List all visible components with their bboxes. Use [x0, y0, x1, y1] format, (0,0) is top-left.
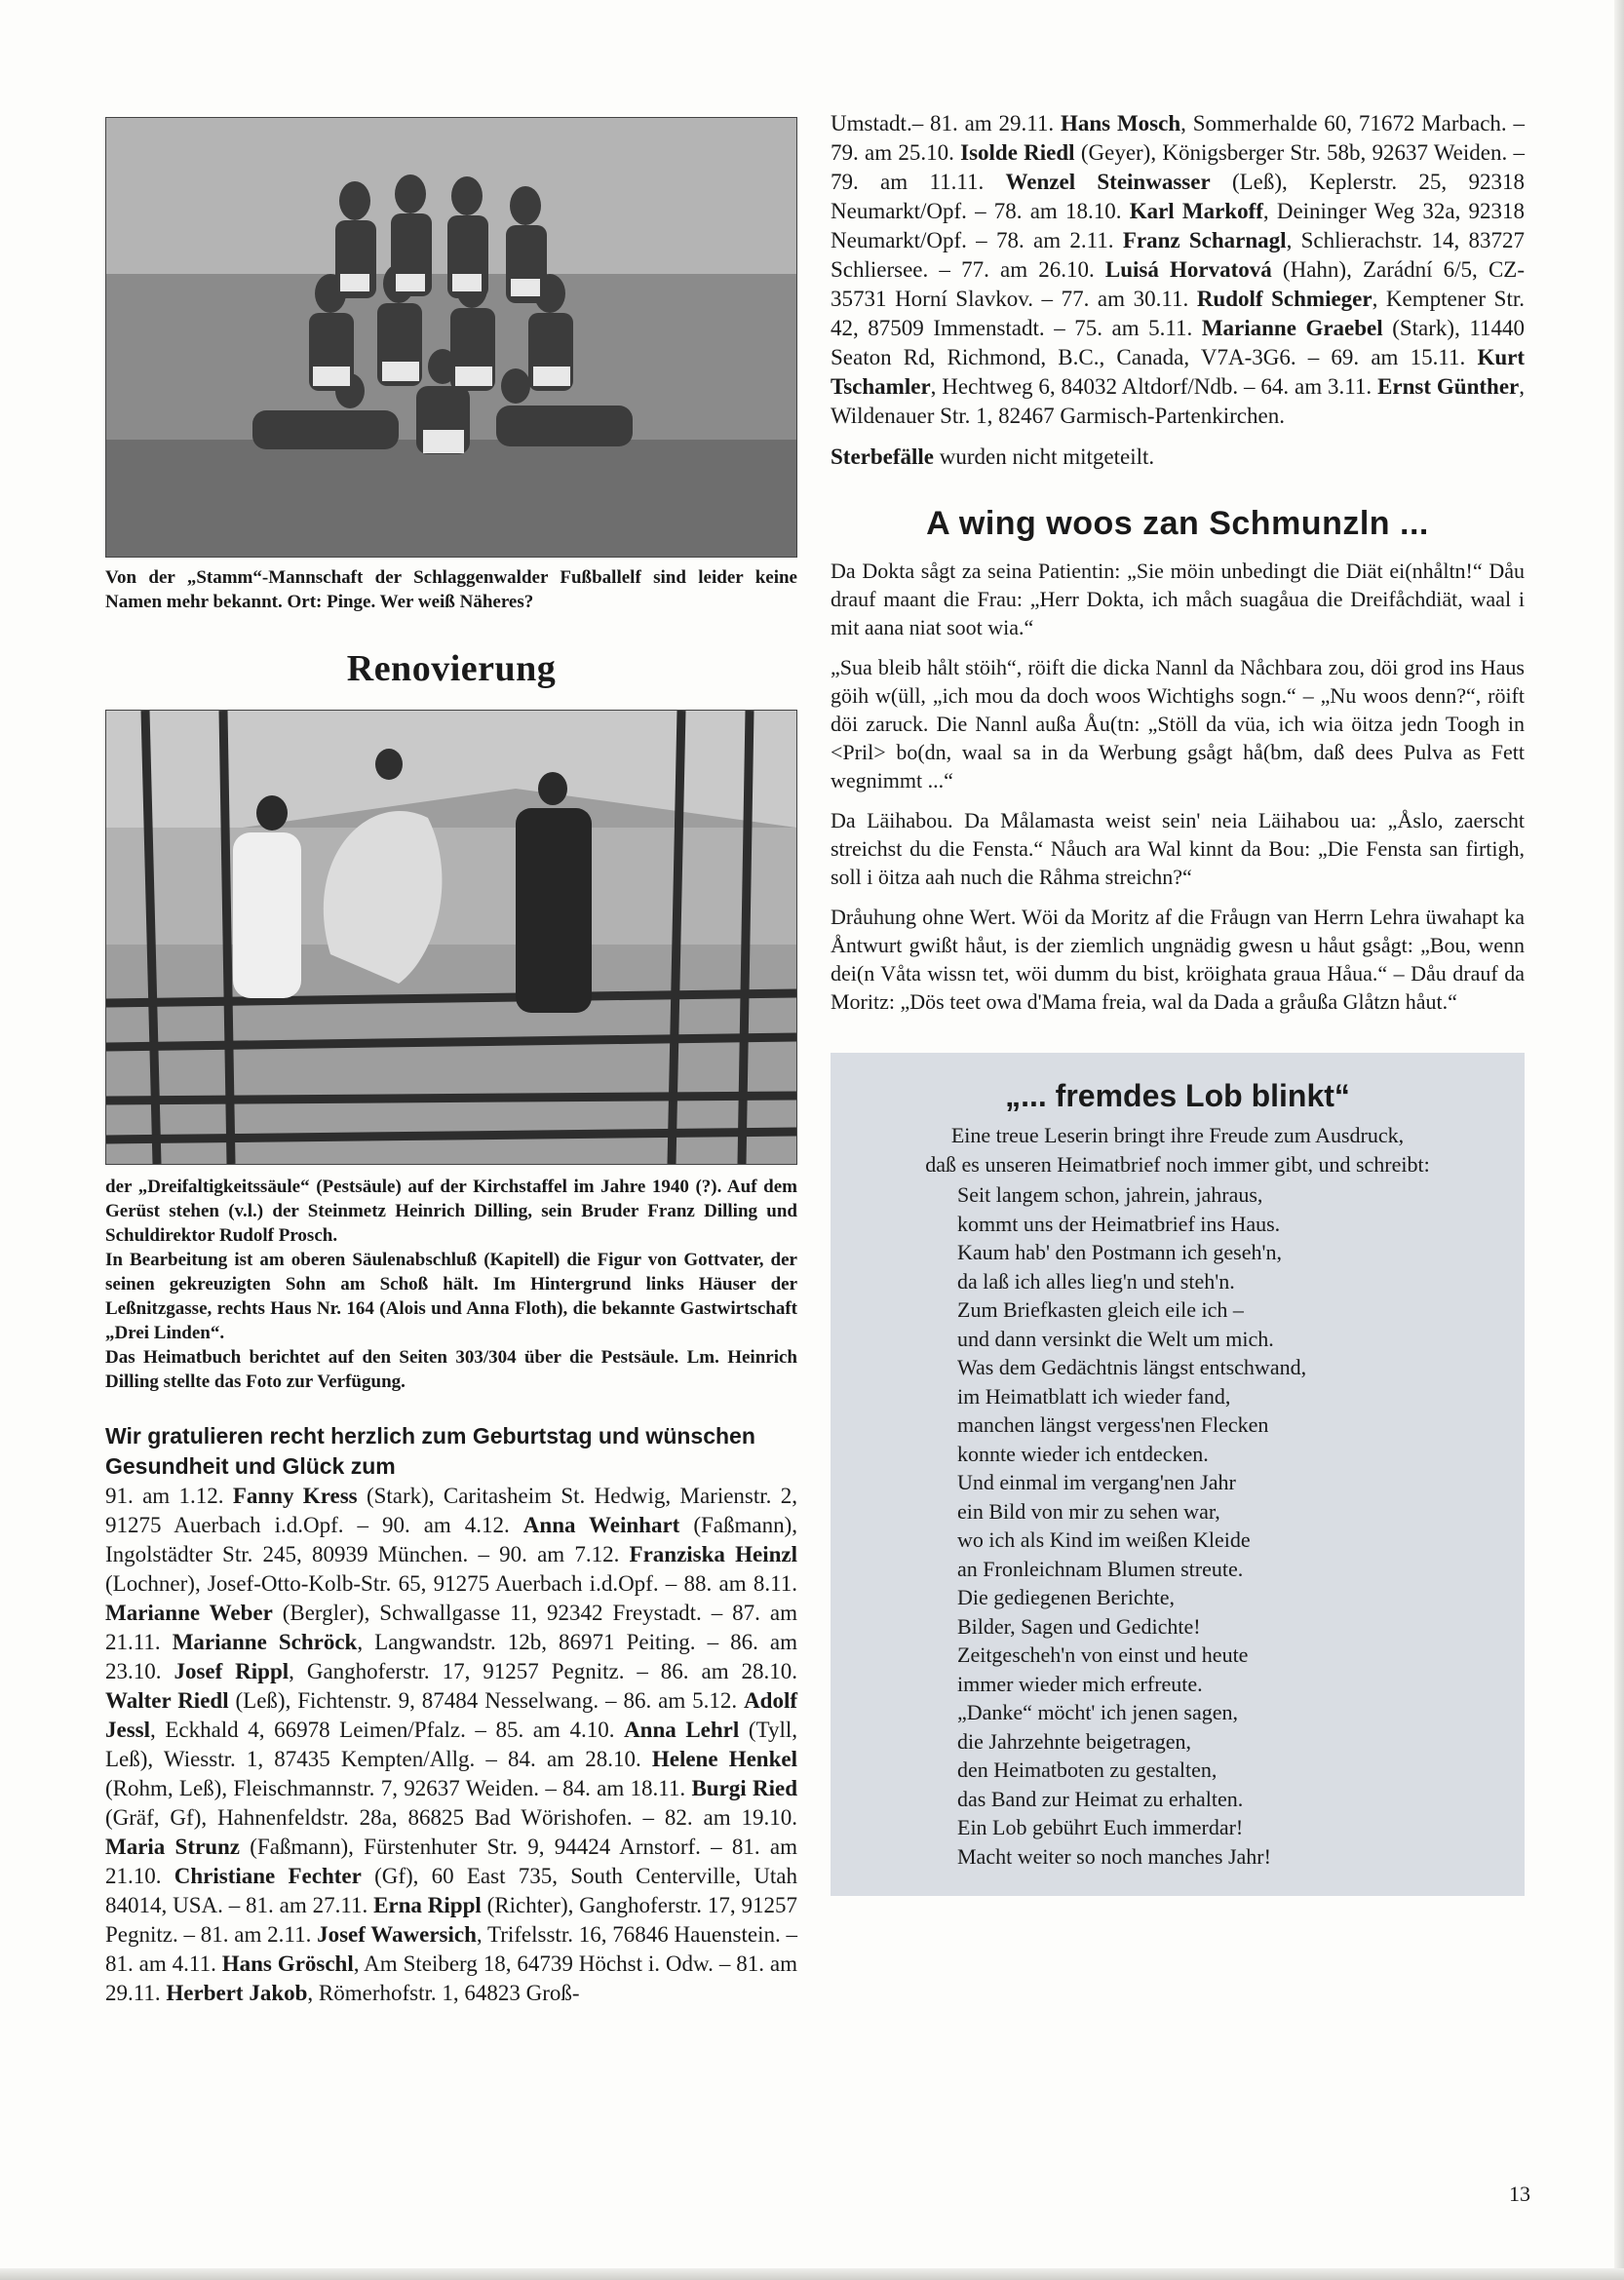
renovation-caption-line-2: In Bearbeitung ist am oberen Säulenabschluß (Kapitell) die Figur von Gottvater, der seinen gekreuzigten Sohn am Schoß hält. Im Hintergrund links Häuser der Leßnitzgasse, rechts Haus Nr. 164 (Alois und Anna Floth), die bekannte Gastwirtschaft „Drei Linden“.: [105, 1250, 797, 1343]
birthday-list-right: Umstadt.– 81. am 29.11. Hans Mosch, Sommerhalde 60, 71672 Marbach. – 79. am 25.10. Isolde Riedl (Geyer), Königsberger Str. 58b, 92637 Weiden. – 79. am 11.11. Wenzel Steinwasser (Leß), Keplerstr. 25, 92318 Neumarkt/Opf. – 78. am 18.10. Karl Markoff, Deininger Weg 32a, 92318 Neumarkt/Opf. – 78. am 2.11. Franz Scharnagl, Schlierachstr. 14, 83727 Schliersee. – 77. am 26.10. Luisá Horvatová (Hahn), Zarádní 6/5, CZ-35731 Horní Slavkov. – 77. am 30.11. Rudolf Schmieger, Kemptener Str. 42, 87509 Immenstadt. – 75. am 5.11. Marianne Graebel (Stark), 11440 Seaton Rd, Richmond, B.C., Canada, V7A-3G6. – 69. am 15.11. Kurt Tschamler, Hechtweg 6, 84032 Altdorf/Ndb. – 64. am 3.11. Ernst Günther, Wildenauer Str. 1, 82467 Garmisch-Partenkirchen.: [831, 111, 1526, 428]
poem-line: im Heimatblatt ich wieder fand,: [957, 1383, 1231, 1409]
deaths-note-bold: Sterbefälle: [831, 444, 935, 469]
birthday-intro: Wir gratulieren recht herzlich zum Geburtstag und wünschen Gesundheit und Glück zum: [105, 1423, 755, 1479]
joke-paragraph-4: Dråuhung ohne Wert. Wöi da Moritz af die Fråugn van Herrn Lehra üwahapt ka Åntwurt gwißt håut, is der ziemlich ungnädig gwesn u håut gsågt: „Bou, wenn dei(n Våta wissn tet, wöi dumm du bist, kröighata graua Håua.“ – Dåu drauf da Moritz: „Dös teet owa d'Mama freia, wal da Dada a gråußa Glåtzn håut.“: [831, 905, 1525, 1014]
lob-lead-2: daß es unseren Heimatbrief noch immer gibt, und schreibt:: [925, 1152, 1430, 1177]
football-team-illustration: [106, 118, 796, 557]
poem-line: Bilder, Sagen und Gedichte!: [957, 1613, 1201, 1639]
poem-line: Macht weiter so noch manches Jahr!: [957, 1843, 1271, 1869]
renovation-caption-line-3: Das Heimatbuch berichtet auf den Seiten 303/304 über die Pestsäule. Lm. Heinrich Dilling stellte das Foto zur Verfügung.: [105, 1347, 797, 1392]
lob-box: [831, 1053, 1525, 1896]
poem-line: das Band zur Heimat zu erhalten.: [957, 1786, 1244, 1811]
poem-line: ein Bild von mir zu sehen war,: [957, 1498, 1220, 1524]
joke-paragraph-2: „Sua bleib hålt stöih“, röift die dicka Nannl da Nåchbara zou, döi grod ins Haus göih w(üll, „ich mou da doch woos Wichtighs sogn.“ – „Nu woos denn?“, röift döi zaruck. Die Nannl außa Åu(tn: „Stöll da vüa, ich wia öitza jedn Toogh in <Pril> bo(dn, waal sa in da Werbung gsågt hå(bm, daß dees Pulva as Fett wegnimmt ...“: [831, 655, 1525, 792]
lob-lead-1: Eine treue Leserin bringt ihre Freude zum Ausdruck,: [950, 1123, 1405, 1147]
poem-line: kommt uns der Heimatbrief ins Haus.: [957, 1211, 1281, 1236]
birthday-list-left: 91. am 1.12. Fanny Kress (Stark), Caritasheim St. Hedwig, Marienstr. 2, 91275 Auerbach i.d.Opf. – 90. am 4.12. Anna Weinhart (Faßmann), Ingolstädter Str. 245, 80939 München. – 90. am 7.12. Franziska Heinzl (Lochner), Josef-Otto-Kolb-Str. 65, 91275 Auerbach i.d.Opf. – 88. am 8.11. Marianne Weber (Bergler), Schwallgasse 11, 92342 Freystadt. – 87. am 21.11. Marianne Schröck, Langwandstr. 12b, 86971 Peiting. – 86. am 23.10. Josef Rippl, Ganghoferstr. 17, 91257 Pegnitz. – 86. am 28.10. Walter Riedl (Leß), Fichtenstr. 9, 87484 Nesselwang. – 86. am 5.12. Adolf Jessl, Eckhald 4, 66978 Leimen/Pfalz. – 85. am 4.10. Anna Lehrl (Tyll, Leß), Wiesstr. 1, 87435 Kempten/Allg. – 84. am 28.10. Helene Henkel (Rohm, Leß), Fleischmannstr. 7, 92637 Weiden. – 84. am 18.11. Burgi Ried (Gräf, Gf), Hahnenfeldstr. 28a, 86825 Bad Wörishofen. – 82. am 19.10. Maria Strunz (Faßmann), Fürstenhuter Str. 9, 94424 Arnstorf. – 81. am 21.10. Christiane Fechter (Gf), 60 East 735, South Centerville, Utah 84014, USA. – 81. am 27.11. Erna Rippl (Richter), Ganghoferstr. 17, 91257 Pegnitz. – 81. am 2.11. Josef Wawersich, Trifelsstr. 16, 76846 Hauenstein. – 81. am 4.11. Hans Gröschl, Am Steiberg 18, 64739 Höchst i. Odw. – 81. am 29.11. Herbert Jakob, Römerhofstr. 1, 64823 Groß-: [105, 1484, 798, 2005]
right-column: [831, 109, 1525, 1896]
poem-line: immer wieder mich erfreute.: [957, 1671, 1203, 1696]
renovation-caption: [105, 1175, 797, 1394]
poem-line: manchen längst vergess'nen Flecken: [957, 1412, 1269, 1437]
poem-line: da laß ich alles lieg'n und steh'n.: [957, 1268, 1235, 1294]
poem-line: „Danke“ möcht' ich jenen sagen,: [957, 1700, 1239, 1724]
scan-edge-right: [1614, 0, 1624, 2280]
renovation-photo: [105, 710, 797, 1165]
page-number: 13: [1509, 2182, 1530, 2206]
poem-line: an Fronleichnam Blumen streute.: [957, 1556, 1244, 1581]
joke-paragraph-1: Da Dokta sågt za seina Patientin: „Sie möin unbedingt die Diät ei(nhåltn!“ Dåu drauf maant die Frau: „Herr Dokta, ich måch suagåua die Dreifåchdiät, waal i mit aana niat soot wia.“: [831, 559, 1525, 639]
joke-paragraph-3: Da Läihabou. Da Målamasta weist sein' neia Läihabou ua: „Åslo, zaerscht streichst du die Fensta.“ Nåuch ara Wal kinnt da Bou: „Die Fensta san firtigh, soll i öitza aah nuch die Råhma streichn?“: [831, 808, 1525, 889]
poem-line: Ein Lob gebührt Euch immerdar!: [957, 1815, 1244, 1839]
poem-line: die Jahrzehnte beigetragen,: [957, 1728, 1192, 1754]
deaths-note-rest: wurden nicht mitgeteilt.: [934, 444, 1155, 469]
poem-line: Was dem Gedächtnis längst entschwand,: [957, 1355, 1307, 1379]
poem-line: und dann versinkt die Welt um mich.: [957, 1326, 1274, 1351]
poem-line: konnte wieder ich entdecken.: [957, 1441, 1209, 1466]
scan-edge-bottom: [0, 2268, 1624, 2280]
poem-line: Zeitgescheh'n von einst und heute: [957, 1642, 1249, 1667]
renovierung-title: Renovierung: [346, 648, 557, 689]
poem-line: Zum Briefkasten gleich eile ich –: [957, 1297, 1244, 1322]
poem-line: Die gediegenen Berichte,: [957, 1585, 1175, 1609]
poem: [957, 1180, 1507, 1871]
schmunzln-title: A wing woos zan Schmunzln ...: [926, 505, 1429, 542]
poem-line: Und einmal im vergang'nen Jahr: [957, 1470, 1236, 1494]
football-team-photo: [105, 117, 797, 558]
scaffolding-illustration: [106, 711, 796, 1164]
lob-title: „... fremdes Lob blinkt“: [1005, 1078, 1350, 1113]
poem-line: Seit langem schon, jahrein, jahraus,: [957, 1182, 1263, 1207]
left-column: [105, 117, 797, 2008]
renovation-caption-line-1: der „Dreifaltigkeitssäule“ (Pestsäule) auf der Kirchstaffel im Jahre 1940 (?). Auf dem Gerüst stehen (v.l.) der Steinmetz Heinrich Dilling, sein Bruder Franz Dilling und Schuldirektor Rudolf Prosch.: [105, 1177, 797, 1246]
poem-line: Kaum hab' den Postmann ich geseh'n,: [957, 1240, 1282, 1264]
poem-line: wo ich als Kind im weißen Kleide: [957, 1527, 1251, 1552]
football-photo-caption: Von der „Stamm“-Mannschaft der Schlaggenwalder Fußballelf sind leider keine Namen mehr bekannt. Ort: Pinge. Wer weiß Näheres?: [105, 567, 797, 612]
deaths-note: [831, 443, 1525, 472]
poem-line: den Heimatboten zu gestalten,: [957, 1758, 1218, 1782]
